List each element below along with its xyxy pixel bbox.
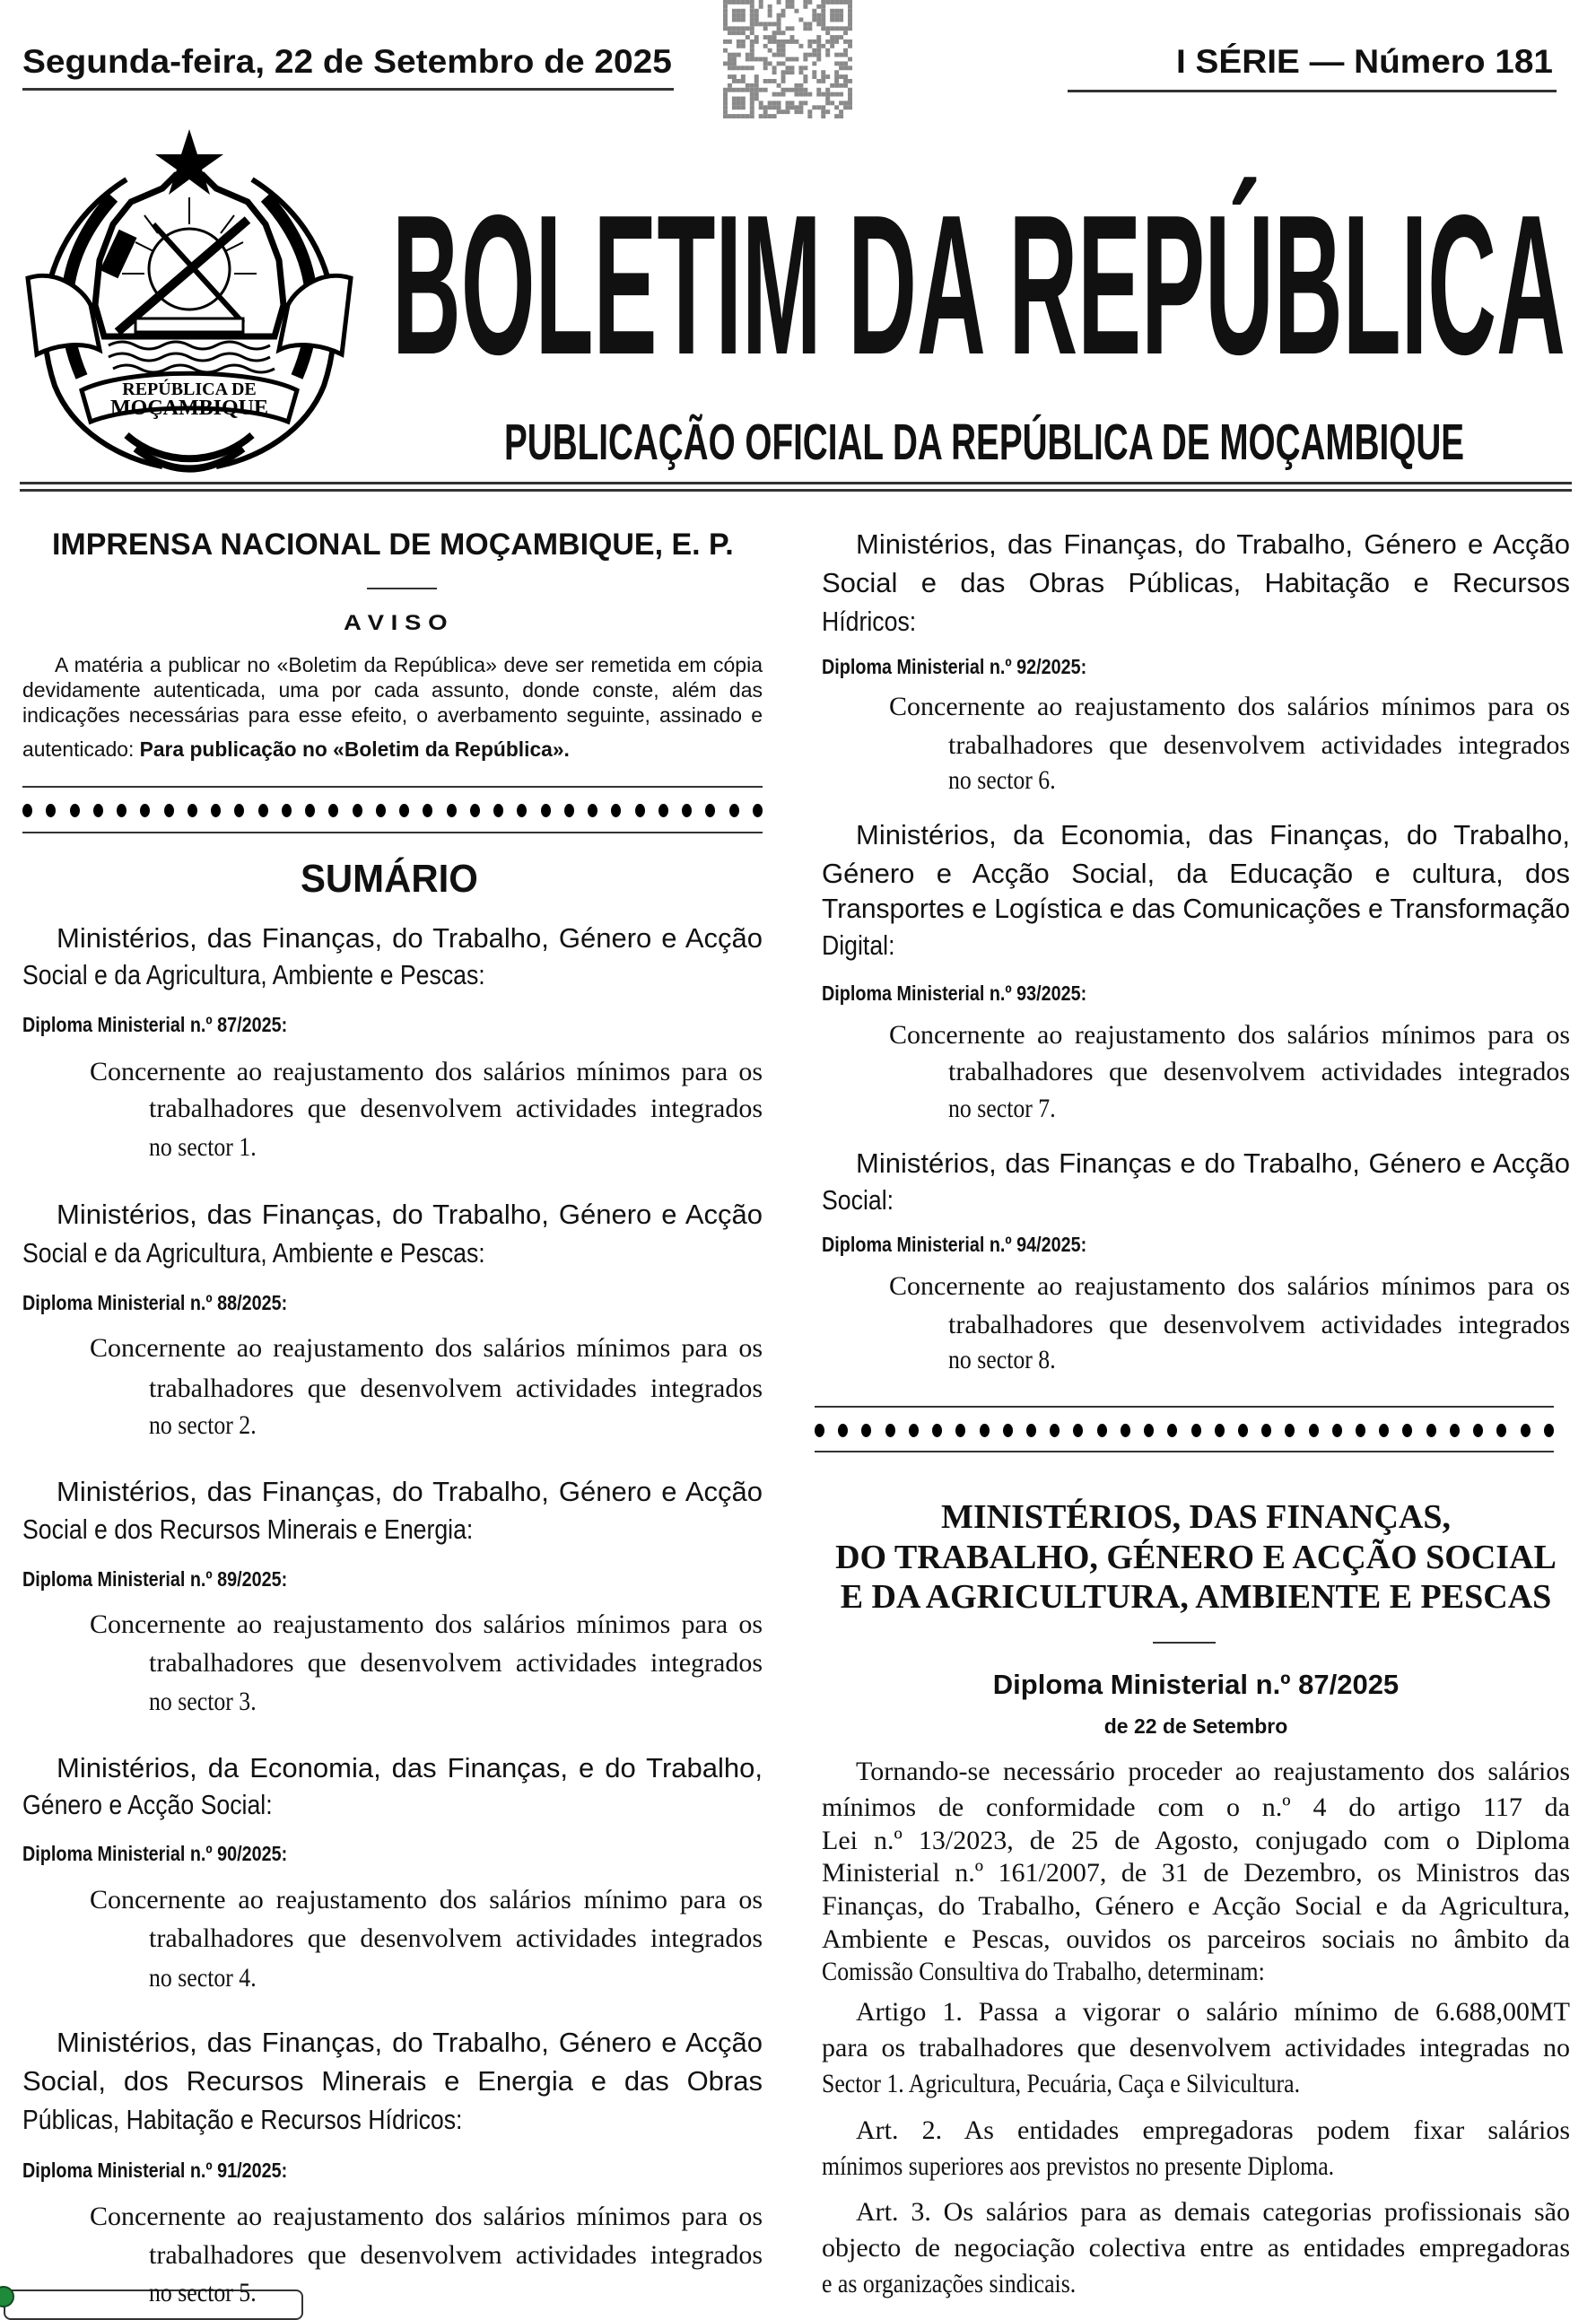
- separator-dot: [1309, 1424, 1319, 1437]
- article-line: Sector 1. Agricultura, Pecuária, Caça e Silvicultura.: [822, 2069, 1301, 2098]
- separator-dot: [955, 1424, 965, 1437]
- preamble-line: mínimos de conformidade com o n.º 4 do artigo 117 da: [822, 1792, 1570, 1822]
- summary-line: no sector 5.: [149, 2278, 257, 2307]
- summary-line: trabalhadores que desenvolvem actividades integrados: [149, 1374, 763, 1403]
- separator-dot: [353, 804, 362, 817]
- ministries-line: Género e Acção Social:: [22, 1789, 273, 1820]
- preamble-line: Lei n.º 13/2023, de 25 de Agosto, conjugado com o Diploma: [822, 1826, 1570, 1855]
- publisher-rule: [367, 588, 437, 589]
- separator-dot: [1003, 1424, 1013, 1437]
- aviso-line: indicações necessárias para esse efeito, o averbamento seguinte, assinado e: [22, 703, 763, 727]
- ministries-line: Ministérios, da Economia, das Finanças, do Trabalho,: [856, 819, 1570, 850]
- summary-line: no sector 4.: [149, 1963, 257, 1993]
- article-line: objecto de negociação colectiva entre as entidades empregadoras: [822, 2233, 1570, 2263]
- article-heading-rule: [1153, 1642, 1216, 1644]
- separator-dot: [1379, 1424, 1389, 1437]
- qr-code-icon: [723, 0, 852, 118]
- summary-title: SUMÁRIO: [301, 857, 478, 901]
- preamble-line: Finanças, do Trabalho, Género e Acção Social e da Agricultura,: [822, 1891, 1570, 1921]
- ministries-line: Digital:: [822, 929, 895, 961]
- separator-dot: [470, 804, 480, 817]
- summary-line: Concernente ao reajustamento dos salários mínimos para os: [90, 1057, 763, 1086]
- article-line: Artigo 1. Passa a vigorar o salário mínimo de 6.688,00MT: [856, 1997, 1570, 2027]
- summary-line: no sector 2.: [149, 1410, 257, 1440]
- separator-dot: [399, 804, 409, 817]
- aviso-last-prefix: autenticado:: [22, 737, 140, 761]
- separator-dot: [282, 804, 292, 817]
- series-number: I SÉRIE — Número 181: [1176, 43, 1553, 80]
- separator-dot: [932, 1424, 942, 1437]
- separator-dot: [517, 804, 527, 817]
- separator-dot: [909, 1424, 919, 1437]
- separator-dot: [423, 804, 432, 817]
- preamble-line: Ministerial n.º 161/2007, de 31 de Dezembro, os Ministros das: [822, 1858, 1570, 1888]
- separator-dot: [1332, 1424, 1342, 1437]
- diploma-reference[interactable]: Diploma Ministerial n.º 93/2025:: [822, 981, 1087, 1005]
- separator-dot: [1073, 1424, 1083, 1437]
- article-line: mínimos superiores aos previstos no presente Diploma.: [822, 2151, 1335, 2181]
- separator-dot: [493, 804, 503, 817]
- separator-dot: [611, 804, 621, 817]
- separator-dot: [838, 1424, 848, 1437]
- ministries-line: Social e dos Recursos Minerais e Energia:: [22, 1513, 474, 1545]
- separator-rule-bottom: [815, 1451, 1554, 1452]
- summary-line: trabalhadores que desenvolvem actividades integrados: [948, 1057, 1570, 1086]
- ministries-line: Ministérios, das Finanças e do Trabalho, Género e Acção: [856, 1147, 1570, 1179]
- separator-dot: [658, 804, 668, 817]
- summary-line: Concernente ao reajustamento dos salários mínimos para os: [889, 1020, 1570, 1050]
- separator-dot: [1261, 1424, 1271, 1437]
- issue-date: Segunda-feira, 22 de Setembro de 2025: [22, 43, 672, 80]
- separator-dot: [1544, 1424, 1554, 1437]
- publication-title: BOLETIM DA REPÚBLICA: [392, 174, 1565, 397]
- summary-line: no sector 7.: [948, 1094, 1056, 1123]
- separator-dot: [1191, 1424, 1201, 1437]
- separator-dot: [588, 804, 597, 817]
- separator-rule-top: [815, 1406, 1554, 1408]
- article-heading-line: E DA AGRICULTURA, AMBIENTE E PESCAS: [840, 1578, 1552, 1616]
- ministries-line: Ministérios, da Economia, das Finanças, e do Trabalho,: [57, 1752, 763, 1784]
- article-line: Art. 2. As entidades empregadoras podem fixar salários: [856, 2115, 1570, 2145]
- publisher-name: IMPRENSA NACIONAL DE MOÇAMBIQUE, E. P.: [52, 528, 734, 562]
- separator-dot: [258, 804, 268, 817]
- separator-dot: [1473, 1424, 1483, 1437]
- ministries-line: Social e da Agricultura, Ambiente e Pescas:: [22, 1237, 485, 1269]
- separator-dot: [376, 804, 386, 817]
- diploma-reference[interactable]: Diploma Ministerial n.º 88/2025:: [22, 1291, 288, 1314]
- separator-dot: [164, 804, 174, 817]
- separator-dot: [188, 804, 197, 817]
- separator-dot: [635, 804, 645, 817]
- separator-dot: [980, 1424, 990, 1437]
- separator-dot: [93, 804, 103, 817]
- aviso-title: A V I S O: [344, 611, 448, 635]
- separator-dot: [1356, 1424, 1365, 1437]
- article-heading-line: MINISTÉRIOS, DAS FINANÇAS,: [941, 1498, 1451, 1536]
- header-double-rule-top: [20, 482, 1572, 484]
- summary-line: no sector 8.: [948, 1345, 1056, 1374]
- summary-line: trabalhadores que desenvolvem actividades integrados: [948, 1310, 1570, 1339]
- separator-dot: [70, 804, 80, 817]
- diploma-reference[interactable]: Diploma Ministerial n.º 89/2025:: [22, 1567, 288, 1591]
- ministries-line: Hídricos:: [822, 606, 917, 637]
- diploma-reference[interactable]: Diploma Ministerial n.º 92/2025:: [822, 655, 1087, 678]
- article-line: Art. 3. Os salários para as demais categorias profissionais são: [856, 2197, 1570, 2227]
- diploma-title: Diploma Ministerial n.º 87/2025: [992, 1669, 1400, 1700]
- summary-line: no sector 1.: [149, 1132, 257, 1162]
- aviso-line: A matéria a publicar no «Boletim da República» deve ser remetida em cópia: [55, 653, 763, 676]
- separator-dot: [1285, 1424, 1295, 1437]
- separator-dot: [1402, 1424, 1412, 1437]
- separator-dot: [1215, 1424, 1225, 1437]
- separator-dot: [861, 1424, 871, 1437]
- ministries-line: Públicas, Habitação e Recursos Hídricos:: [22, 2104, 463, 2135]
- dot-separator: [22, 803, 763, 817]
- dot-separator: [815, 1423, 1554, 1437]
- summary-line: trabalhadores que desenvolvem actividades integrados: [149, 1094, 763, 1123]
- separator-dot: [46, 804, 56, 817]
- diploma-date: de 22 de Setembro: [1103, 1714, 1288, 1738]
- separator-dot: [705, 804, 715, 817]
- separator-dot: [305, 804, 315, 817]
- preamble-line: Tornando-se necessário proceder ao reajustamento dos salários: [856, 1757, 1570, 1786]
- ministries-line: Social:: [822, 1184, 894, 1216]
- ministries-line: Ministérios, das Finanças, do Trabalho, Género e Acção: [57, 1199, 763, 1230]
- summary-line: trabalhadores que desenvolvem actividades integrados: [149, 2240, 763, 2270]
- diploma-reference[interactable]: Diploma Ministerial n.º 90/2025:: [22, 1842, 288, 1865]
- separator-dot: [682, 804, 692, 817]
- separator-dot: [1121, 1424, 1130, 1437]
- ministries-line: Ministérios, das Finanças, do Trabalho, Género e Acção: [57, 2027, 763, 2058]
- separator-dot: [117, 804, 126, 817]
- summary-line: Concernente ao reajustamento dos salários mínimos para os: [90, 1609, 763, 1639]
- summary-line: Concernente ao reajustamento dos salários mínimos para os: [889, 1271, 1570, 1301]
- separator-dot: [1026, 1424, 1036, 1437]
- separator-dot: [729, 804, 739, 817]
- separator-dot: [1167, 1424, 1177, 1437]
- aviso-line: devidamente autenticada, uma por cada assunto, donde conste, além das: [22, 678, 763, 702]
- article-line: e as organizações sindicais.: [822, 2269, 1077, 2298]
- summary-line: Concernente ao reajustamento dos salários mínimos para os: [90, 2202, 763, 2231]
- separator-dot: [211, 804, 221, 817]
- publication-subtitle: PUBLICAÇÃO OFICIAL DA REPÚBLICA DE MOÇAMBIQUE: [504, 414, 1465, 471]
- separator-dot: [22, 804, 32, 817]
- article-line: para os trabalhadores que desenvolvem actividades integradas no: [822, 2033, 1570, 2063]
- separator-dot: [1450, 1424, 1460, 1437]
- separator-dot: [1521, 1424, 1531, 1437]
- ministries-line: Ministérios, das Finanças, do Trabalho, Género e Acção: [57, 922, 763, 954]
- ministries-line: Ministérios, das Finanças, do Trabalho, Género e Acção: [57, 1476, 763, 1507]
- ministries-line: Social e das Obras Públicas, Habitação e Recursos: [822, 567, 1570, 598]
- separator-dot: [541, 804, 551, 817]
- separator-dot: [328, 804, 338, 817]
- ministries-line: Ministérios, das Finanças, do Trabalho, Género e Acção: [856, 528, 1570, 560]
- ministries-line: Transportes e Logística e das Comunicações e Transformação: [822, 893, 1571, 924]
- diploma-reference[interactable]: Diploma Ministerial n.º 94/2025:: [822, 1233, 1087, 1256]
- summary-line: no sector 6.: [948, 765, 1056, 795]
- separator-dot: [447, 804, 457, 817]
- summary-line: no sector 3.: [149, 1687, 257, 1716]
- separator-dot: [815, 1424, 824, 1437]
- diploma-reference[interactable]: Diploma Ministerial n.º 91/2025:: [22, 2159, 288, 2182]
- summary-line: Concernente ao reajustamento dos salários mínimos para os: [90, 1333, 763, 1363]
- aviso-last-bold: Para publicação no «Boletim da República».: [139, 737, 570, 761]
- emblem-text-1: REPÚBLICA DE: [122, 379, 257, 399]
- separator-dot: [1144, 1424, 1154, 1437]
- series-rule: [1068, 90, 1557, 92]
- separator-dot: [1238, 1424, 1248, 1437]
- separator-dot: [1050, 1424, 1060, 1437]
- preamble-line: Comissão Consultiva do Trabalho, determinam:: [822, 1957, 1265, 1986]
- diploma-reference[interactable]: Diploma Ministerial n.º 87/2025:: [22, 1013, 288, 1036]
- separator-rule-bottom: [22, 832, 763, 833]
- article-heading-line: DO TRABALHO, GÉNERO E ACÇÃO SOCIAL: [835, 1539, 1557, 1576]
- summary-line: Concernente ao reajustamento dos salários mínimo para os: [90, 1885, 763, 1914]
- header-double-rule-bottom: [20, 489, 1572, 492]
- separator-dot: [140, 804, 150, 817]
- coat-of-arms-icon: [18, 126, 361, 475]
- separator-dot: [753, 804, 763, 817]
- summary-line: trabalhadores que desenvolvem actividades integrados: [149, 1648, 763, 1678]
- separator-rule-top: [22, 786, 763, 788]
- ministries-line: Social e da Agricultura, Ambiente e Pescas:: [22, 959, 485, 990]
- emblem-text-2: MOÇAMBIQUE: [110, 397, 268, 420]
- aviso-last-line: [22, 739, 570, 760]
- separator-dot: [564, 804, 574, 817]
- separator-dot: [234, 804, 244, 817]
- date-rule: [22, 88, 674, 91]
- preamble-line: Ambiente e Pescas, ouvidos os parceiros sociais no âmbito da: [822, 1924, 1570, 1954]
- ministries-line: Social, dos Recursos Minerais e Energia e das Obras: [22, 2065, 763, 2097]
- ministries-line: Género e Acção Social, da Educação e cultura, dos: [822, 858, 1570, 889]
- summary-line: trabalhadores que desenvolvem actividades integrados: [149, 1923, 763, 1953]
- summary-line: trabalhadores que desenvolvem actividades integrados: [948, 730, 1570, 760]
- separator-dot: [1097, 1424, 1107, 1437]
- separator-dot: [1426, 1424, 1436, 1437]
- separator-dot: [1496, 1424, 1506, 1437]
- separator-dot: [885, 1424, 895, 1437]
- summary-line: Concernente ao reajustamento dos salários mínimos para os: [889, 692, 1570, 721]
